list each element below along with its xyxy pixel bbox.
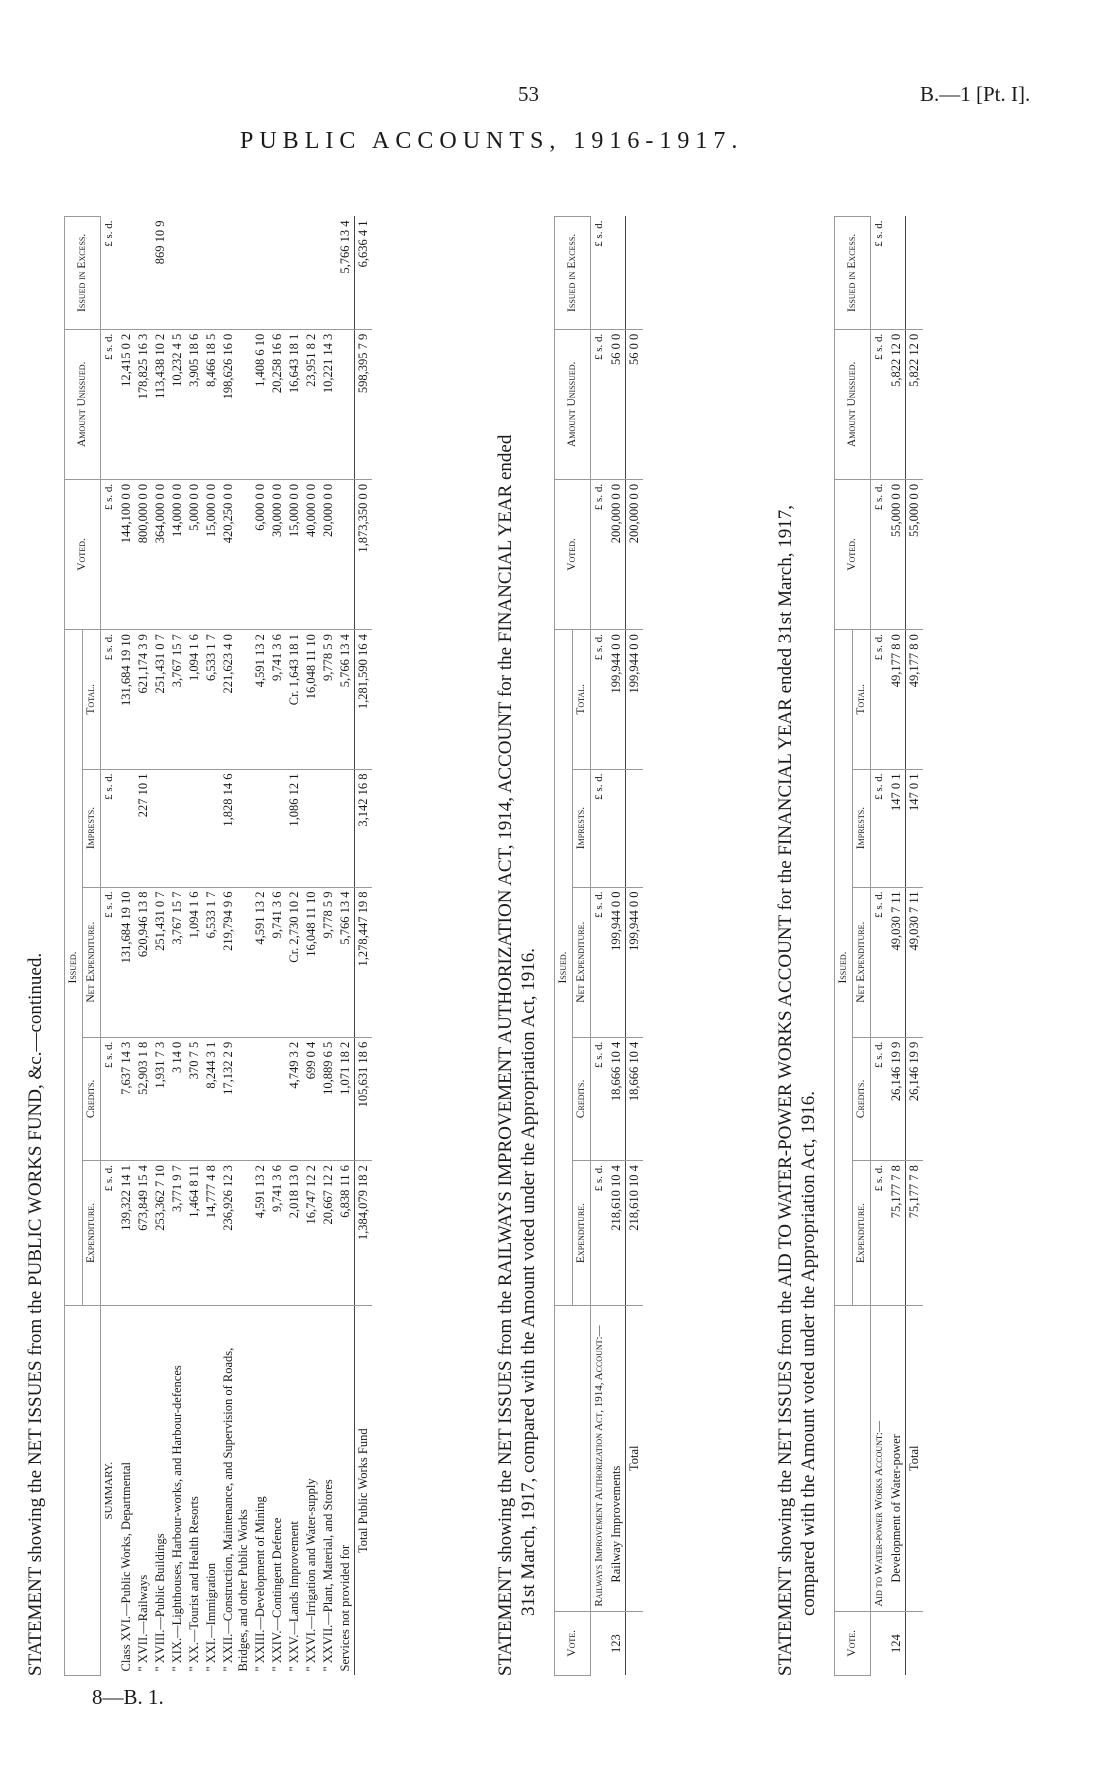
- total-voted: 200,000 0 0: [626, 479, 644, 629]
- total-cell: 16,048 11 10: [303, 630, 320, 769]
- unissued-cell: 3,905 18 6: [186, 329, 203, 479]
- credits-cell: [269, 1037, 286, 1160]
- credits-cell: 370 7 5: [186, 1037, 203, 1160]
- amount-unissued-header: Amount Unissued.: [555, 329, 591, 479]
- net-expenditure-header: Net Expenditure.: [83, 887, 101, 1037]
- amount-unissued-header: Amount Unissued.: [65, 329, 101, 479]
- units: £ s. d.: [871, 1037, 889, 1160]
- voted-cell: 800,000 0 0: [135, 479, 152, 629]
- total-credits: 18,666 10 4: [626, 1037, 644, 1160]
- row-label: " XXV.—Lands Improvement: [287, 1521, 301, 1672]
- section-label: Aid to Water-power Works Account:—: [873, 1421, 885, 1607]
- credits-cell: 1,931 7 3: [152, 1037, 169, 1160]
- units: £ s. d.: [101, 1037, 119, 1160]
- total-total: 199,944 0 0: [626, 630, 644, 769]
- units: £ s. d.: [591, 1161, 609, 1306]
- page-title: PUBLIC ACCOUNTS, 1916-1917.: [240, 128, 744, 154]
- credits-cell: [252, 1037, 269, 1160]
- total-cell: 49,177 8 0: [888, 630, 906, 769]
- total-cell: 6,533 1 7: [203, 630, 220, 769]
- excess-cell: [186, 217, 203, 330]
- voted-cell: 30,000 0 0: [269, 479, 286, 629]
- vote-cell: [626, 1611, 644, 1675]
- total-voted: 55,000 0 0: [906, 479, 924, 629]
- units: £ s. d.: [101, 769, 119, 887]
- total-credits: 105,631 18 6: [355, 1037, 373, 1160]
- row-label: " XXVI.—Irrigation and Water-supply: [304, 1478, 318, 1672]
- row-label: " XVIII.—Public Buildings: [153, 1533, 167, 1672]
- imprests-cell: [118, 769, 135, 887]
- voted-header: Voted.: [555, 479, 591, 629]
- summary-total-row: [355, 217, 373, 1676]
- excess-cell: [608, 217, 626, 330]
- expenditure-cell: 20,667 12 2: [320, 1161, 337, 1306]
- vote-number: 124: [888, 1611, 906, 1675]
- units: £ s. d.: [591, 1037, 609, 1160]
- total-expenditure: 218,610 10 4: [626, 1161, 644, 1306]
- credits-cell: 18,666 10 4: [608, 1037, 626, 1160]
- total-cell: 251,431 0 7: [152, 630, 169, 769]
- waterpower-total-row: [906, 217, 924, 1676]
- voted-cell: [337, 479, 355, 629]
- units: £ s. d.: [591, 769, 609, 887]
- excess-cell: [203, 217, 220, 330]
- summary-header-row-1: [65, 217, 83, 1676]
- voted-cell: 420,250 0 0: [220, 479, 252, 629]
- waterpower-table: [834, 216, 923, 1676]
- total-cell: 621,174 3 9: [135, 630, 152, 769]
- vote-number: 123: [608, 1611, 626, 1675]
- imprests-cell: 1,086 12 1: [286, 769, 303, 887]
- total-net-expenditure: 199,944 0 0: [626, 887, 644, 1037]
- imprests-header: Imprests.: [853, 769, 871, 887]
- total-header: Total.: [853, 630, 871, 769]
- unissued-cell: 8,466 18 5: [203, 329, 220, 479]
- credits-header: Credits.: [853, 1037, 871, 1160]
- total-voted: 1,873,350 0 0: [355, 479, 373, 629]
- table-row: [269, 217, 286, 1676]
- table-row: [135, 217, 152, 1676]
- total-imprests: 147 0 1: [906, 769, 924, 887]
- total-net-expenditure: 49,030 7 11: [906, 887, 924, 1037]
- credits-cell: 26,146 19 9: [888, 1037, 906, 1160]
- units: £ s. d.: [871, 1161, 889, 1306]
- issued-header: Issued.: [65, 630, 83, 1306]
- table-row: [252, 217, 269, 1676]
- net-expenditure-cell: 251,431 0 7: [152, 887, 169, 1037]
- unissued-cell: 178,825 16 3: [135, 329, 152, 479]
- total-net-expenditure: 1,278,447 19 8: [355, 887, 373, 1037]
- table-row: [118, 217, 135, 1676]
- units: £ s. d.: [871, 630, 889, 769]
- row-label: Class XVI.—Public Works, Departmental: [119, 1462, 133, 1672]
- imprests-cell: [337, 769, 355, 887]
- total-cell: 9,778 5 9: [320, 630, 337, 769]
- expenditure-cell: 2,018 13 0: [286, 1161, 303, 1306]
- net-expenditure-cell: 620,946 13 8: [135, 887, 152, 1037]
- total-total: 49,177 8 0: [906, 630, 924, 769]
- row-label: " XX.—Tourist and Health Resorts: [187, 1496, 201, 1672]
- total-cell: Cr. 1,643 18 1: [286, 630, 303, 769]
- rotated-tables-region: [24, 176, 1064, 1676]
- table-row: [220, 217, 252, 1676]
- imprests-cell: [252, 769, 269, 887]
- unissued-cell: 10,232 4 5: [169, 329, 186, 479]
- expenditure-header: Expenditure.: [573, 1161, 591, 1306]
- units: £ s. d.: [591, 887, 609, 1037]
- vote-cell: [871, 1611, 889, 1675]
- total-excess: [906, 217, 924, 330]
- unissued-cell: 113,438 10 2: [152, 329, 169, 479]
- total-label: Total Public Works Fund: [355, 1305, 373, 1675]
- expenditure-cell: 75,177 7 8: [888, 1161, 906, 1306]
- row-label: " XIX.—Lighthouses, Harbour-works, and Harbour-defences: [170, 1365, 184, 1672]
- total-header: Total.: [83, 630, 101, 769]
- units: £ s. d.: [871, 769, 889, 887]
- unissued-cell: 16,643 18 1: [286, 329, 303, 479]
- units: £ s. d.: [871, 217, 889, 330]
- waterpower-title-line-2: compared with the Amount voted under the Appropriation Act, 1916.: [798, 1090, 819, 1616]
- excess-cell: [220, 217, 252, 330]
- row-label: " XXI.—Immigration: [204, 1562, 218, 1672]
- net-expenditure-cell: 3,767 15 7: [169, 887, 186, 1037]
- summary-table: [64, 216, 372, 1676]
- voted-cell: 15,000 0 0: [286, 479, 303, 629]
- waterpower-title-line-1: STATEMENT showing the NET ISSUES from the AID TO WATER-POWER WORKS ACCOUNT for the FINANCIAL YEAR ended 31st March, 1917,: [775, 505, 796, 1676]
- net-expenditure-cell: 131,684 19 10: [118, 887, 135, 1037]
- units: £ s. d.: [871, 329, 889, 479]
- row-label: " XXVII.—Plant, Material, and Stores: [321, 1479, 335, 1672]
- row-label: " XVII.—Railways: [136, 1574, 150, 1672]
- summary-statement-title: STATEMENT showing the NET ISSUES from the PUBLIC WORKS FUND, &c.—continued.: [25, 952, 46, 1676]
- excess-cell: [135, 217, 152, 330]
- voted-header: Voted.: [835, 479, 871, 629]
- excess-cell: [303, 217, 320, 330]
- expenditure-cell: 9,741 3 6: [269, 1161, 286, 1306]
- vote-cell: [591, 1611, 609, 1675]
- units: £ s. d.: [591, 630, 609, 769]
- credits-cell: 7,637 14 3: [118, 1037, 135, 1160]
- expenditure-cell: 1,464 8 11: [186, 1161, 203, 1306]
- imprests-cell: [186, 769, 203, 887]
- row-label: Railway Improvements: [609, 1465, 623, 1583]
- total-header: Total.: [573, 630, 591, 769]
- railways-title-line-1: STATEMENT showing the NET ISSUES from the RAILWAYS IMPROVEMENT AUTHORIZATION ACT, 1914, ACCOUNT for the FINANCIAL YEAR ended: [495, 434, 516, 1676]
- units: £ s. d.: [101, 217, 119, 330]
- voted-cell: 20,000 0 0: [320, 479, 337, 629]
- credits-cell: 10,889 6 5: [320, 1037, 337, 1160]
- total-excess: [626, 217, 644, 330]
- excess-cell: 5,766 13 4: [337, 217, 355, 330]
- excess-cell: 869 10 9: [152, 217, 169, 330]
- unissued-cell: 23,951 8 2: [303, 329, 320, 479]
- units: £ s. d.: [101, 1161, 119, 1306]
- unissued-cell: 20,258 16 6: [269, 329, 286, 479]
- net-expenditure-cell: 49,030 7 11: [888, 887, 906, 1037]
- total-cell: 199,944 0 0: [608, 630, 626, 769]
- section-label: SUMMARY.: [103, 1461, 115, 1520]
- document-reference: B.—1 [Pt. I].: [920, 82, 1031, 106]
- railways-header-row-1: [555, 217, 573, 1676]
- expenditure-cell: 6,838 11 6: [337, 1161, 355, 1306]
- railways-title-line-2: 31st March, 1917, compared with the Amount voted under the Appropriation Act, 1916.: [518, 947, 539, 1616]
- table-row: [608, 217, 626, 1676]
- total-cell: 3,767 15 7: [169, 630, 186, 769]
- units: £ s. d.: [871, 887, 889, 1037]
- total-credits: 26,146 19 9: [906, 1037, 924, 1160]
- total-imprests: 3,142 16 8: [355, 769, 373, 887]
- total-cell: 221,623 4 0: [220, 630, 252, 769]
- excess-cell: [269, 217, 286, 330]
- credits-cell: 699 0 4: [303, 1037, 320, 1160]
- issued-in-excess-header: Issued in Excess.: [835, 217, 871, 330]
- page-footer: 8—B. 1.: [92, 1685, 164, 1709]
- vote-header: Vote.: [835, 1611, 871, 1675]
- excess-cell: [320, 217, 337, 330]
- table-row: [320, 217, 337, 1676]
- description-header: [555, 1305, 591, 1611]
- total-unissued: 598,395 7 9: [355, 329, 373, 479]
- voted-cell: 55,000 0 0: [888, 479, 906, 629]
- page-number: 53: [518, 82, 539, 106]
- units-row: [591, 217, 609, 1676]
- voted-cell: 14,000 0 0: [169, 479, 186, 629]
- total-label: Total: [626, 1305, 644, 1611]
- credits-cell: 1,071 18 2: [337, 1037, 355, 1160]
- net-expenditure-cell: 5,766 13 4: [337, 887, 355, 1037]
- railways-table: [554, 216, 643, 1676]
- unissued-cell: 12,415 0 2: [118, 329, 135, 479]
- issued-in-excess-header: Issued in Excess.: [65, 217, 101, 330]
- total-unissued: 5,822 12 0: [906, 329, 924, 479]
- voted-cell: 15,000 0 0: [203, 479, 220, 629]
- unissued-cell: 10,221 14 3: [320, 329, 337, 479]
- imprests-cell: 1,828 14 6: [220, 769, 252, 887]
- imprests-cell: [203, 769, 220, 887]
- units: £ s. d.: [591, 479, 609, 629]
- imprests-cell: 227 10 1: [135, 769, 152, 887]
- voted-cell: 40,000 0 0: [303, 479, 320, 629]
- voted-cell: 200,000 0 0: [608, 479, 626, 629]
- total-cell: 9,741 3 6: [269, 630, 286, 769]
- units: £ s. d.: [101, 630, 119, 769]
- voted-cell: 5,000 0 0: [186, 479, 203, 629]
- expenditure-cell: 253,362 7 10: [152, 1161, 169, 1306]
- units-row: [101, 217, 119, 1676]
- unissued-cell: [337, 329, 355, 479]
- net-expenditure-cell: 219,794 9 6: [220, 887, 252, 1037]
- row-label: Services not provided for: [338, 1544, 352, 1672]
- net-expenditure-cell: 199,944 0 0: [608, 887, 626, 1037]
- row-label: Development of Water-power: [889, 1434, 903, 1583]
- description-header: [65, 1305, 101, 1675]
- section-label: Railways Improvement Authorization Act, 1914, Account:—: [593, 1325, 605, 1607]
- expenditure-header: Expenditure.: [83, 1161, 101, 1306]
- unissued-cell: 56 0 0: [608, 329, 626, 479]
- net-expenditure-cell: 9,778 5 9: [320, 887, 337, 1037]
- waterpower-statement-title: [774, 505, 820, 1676]
- issued-in-excess-header: Issued in Excess.: [555, 217, 591, 330]
- unissued-cell: 198,626 16 0: [220, 329, 252, 479]
- vote-cell: [906, 1611, 924, 1675]
- total-expenditure: 1,384,079 18 2: [355, 1161, 373, 1306]
- credits-cell: 8,244 3 1: [203, 1037, 220, 1160]
- units-row: [871, 217, 889, 1676]
- waterpower-header-row-1: [835, 217, 853, 1676]
- railways-statement-title: [494, 435, 540, 1676]
- expenditure-cell: 4,591 13 2: [252, 1161, 269, 1306]
- total-cell: 131,684 19 10: [118, 630, 135, 769]
- expenditure-cell: 139,322 14 1: [118, 1161, 135, 1306]
- summary-body: [118, 217, 355, 1676]
- net-expenditure-cell: 6,533 1 7: [203, 887, 220, 1037]
- imprests-cell: 147 0 1: [888, 769, 906, 887]
- table-row: [169, 217, 186, 1676]
- total-total: 1,281,590 16 4: [355, 630, 373, 769]
- imprests-cell: [320, 769, 337, 887]
- table-row: [303, 217, 320, 1676]
- excess-cell: [169, 217, 186, 330]
- units: £ s. d.: [101, 887, 119, 1037]
- vote-header: Vote.: [555, 1611, 591, 1675]
- imprests-header: Imprests.: [573, 769, 591, 887]
- net-expenditure-cell: 16,048 11 10: [303, 887, 320, 1037]
- net-expenditure-cell: 4,591 13 2: [252, 887, 269, 1037]
- total-label: Total: [906, 1305, 924, 1611]
- credits-cell: 52,903 1 8: [135, 1037, 152, 1160]
- expenditure-cell: 14,777 4 8: [203, 1161, 220, 1306]
- credits-header: Credits.: [573, 1037, 591, 1160]
- row-label: " XXII.—Construction, Maintenance, and Supervision of Roads, Bridges, and other Public Works: [221, 1347, 250, 1672]
- credits-cell: 3 14 0: [169, 1037, 186, 1160]
- row-label: " XXIV.—Contingent Defence: [270, 1517, 284, 1672]
- imprests-cell: [152, 769, 169, 887]
- net-expenditure-header: Net Expenditure.: [853, 887, 871, 1037]
- units: £ s. d.: [871, 479, 889, 629]
- credits-cell: 4,749 3 2: [286, 1037, 303, 1160]
- voted-cell: 144,100 0 0: [118, 479, 135, 629]
- expenditure-cell: 218,610 10 4: [608, 1161, 626, 1306]
- voted-header: Voted.: [65, 479, 101, 629]
- total-cell: 1,094 1 6: [186, 630, 203, 769]
- units: £ s. d.: [591, 217, 609, 330]
- net-expenditure-header: Net Expenditure.: [573, 887, 591, 1037]
- table-row: [888, 217, 906, 1676]
- excess-cell: [888, 217, 906, 330]
- excess-cell: [118, 217, 135, 330]
- table-row: [286, 217, 303, 1676]
- total-expenditure: 75,177 7 8: [906, 1161, 924, 1306]
- issued-header: Issued.: [555, 630, 573, 1306]
- expenditure-cell: 3,771 9 7: [169, 1161, 186, 1306]
- amount-unissued-header: Amount Unissued.: [835, 329, 871, 479]
- description-header: [835, 1305, 871, 1611]
- total-imprests: [626, 769, 644, 887]
- expenditure-header: Expenditure.: [853, 1161, 871, 1306]
- excess-cell: [286, 217, 303, 330]
- imprests-cell: [269, 769, 286, 887]
- net-expenditure-cell: 1,094 1 6: [186, 887, 203, 1037]
- credits-header: Credits.: [83, 1037, 101, 1160]
- net-expenditure-cell: 9,741 3 6: [269, 887, 286, 1037]
- unissued-cell: 1,408 6 10: [252, 329, 269, 479]
- table-row: [203, 217, 220, 1676]
- total-unissued: 56 0 0: [626, 329, 644, 479]
- imprests-header: Imprests.: [83, 769, 101, 887]
- units: £ s. d.: [591, 329, 609, 479]
- units: £ s. d.: [101, 329, 119, 479]
- expenditure-cell: 16,747 12 2: [303, 1161, 320, 1306]
- railways-total-row: [626, 217, 644, 1676]
- total-cell: 4,591 13 2: [252, 630, 269, 769]
- expenditure-cell: 673,849 15 4: [135, 1161, 152, 1306]
- voted-cell: 364,000 0 0: [152, 479, 169, 629]
- net-expenditure-cell: Cr. 2,730 10 2: [286, 887, 303, 1037]
- table-row: [337, 217, 355, 1676]
- credits-cell: 17,132 2 9: [220, 1037, 252, 1160]
- issued-header: Issued.: [835, 630, 853, 1306]
- units: £ s. d.: [101, 479, 119, 629]
- unissued-cell: 5,822 12 0: [888, 329, 906, 479]
- table-row: [186, 217, 203, 1676]
- total-excess: 6,636 4 1: [355, 217, 373, 330]
- total-cell: 5,766 13 4: [337, 630, 355, 769]
- imprests-cell: [169, 769, 186, 887]
- imprests-cell: [303, 769, 320, 887]
- imprests-cell: [608, 769, 626, 887]
- expenditure-cell: 236,926 12 3: [220, 1161, 252, 1306]
- voted-cell: 6,000 0 0: [252, 479, 269, 629]
- row-label: " XXIII.—Development of Mining: [253, 1496, 267, 1672]
- excess-cell: [252, 217, 269, 330]
- table-row: [152, 217, 169, 1676]
